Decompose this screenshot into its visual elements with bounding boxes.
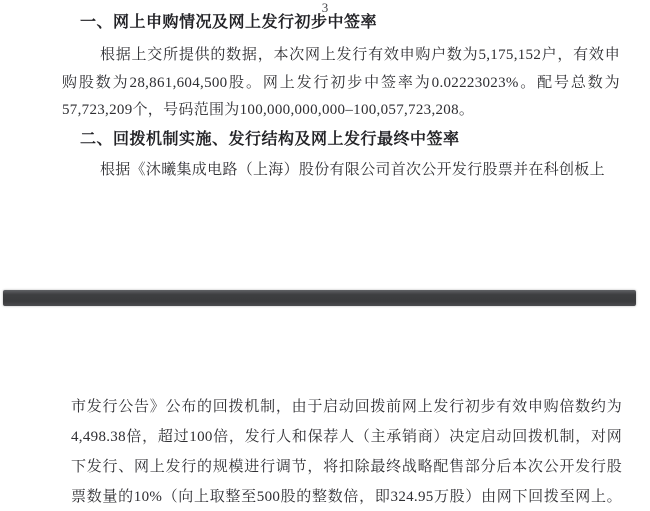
paragraph-line: 4,498.38倍，超过100倍，发行人和保荐人（主承销商）决定启动回拨机制，对网 bbox=[71, 429, 622, 445]
paragraph-line: 下发行、网上发行的规模进行调节，将扣除最终战略配售部分后本次公开发行股 bbox=[71, 459, 622, 475]
page-separator-bar bbox=[3, 290, 636, 306]
paragraph-line: 根据上交所提供的数据，本次网上发行有效申购户数为5,175,152户，有效申 bbox=[100, 47, 620, 63]
section-2-paragraph bbox=[62, 157, 620, 185]
page-number: 3 bbox=[321, 0, 329, 15]
section-1-paragraph bbox=[62, 42, 620, 125]
continuation-paragraph bbox=[71, 392, 622, 511]
section-1-heading: 一、网上申购情况及网上发行初步中签率 bbox=[80, 14, 378, 31]
paragraph-line: 购股数为28,861,604,500股。网上发行初步中签率为0.02223023%。配号总数为 bbox=[62, 74, 620, 91]
paragraph-line: 57,723,209个，号码范围为100,000,000,000–100,057,723,208。 bbox=[62, 102, 475, 118]
section-2-heading: 二、回拨机制实施、发行结构及网上发行最终中签率 bbox=[80, 131, 460, 148]
paragraph-line: 票数量的10%（向上取整至500股的整数倍，即324.95万股）由网下回拨至网上。 bbox=[71, 489, 622, 505]
paragraph-line: 市发行公告》公布的回拨机制，由于启动回拨前网上发行初步有效申购倍数约为 bbox=[71, 399, 622, 415]
paragraph-line: 根据《沐曦集成电路（上海）股份有限公司首次公开发行股票并在科创板上 bbox=[100, 162, 605, 178]
